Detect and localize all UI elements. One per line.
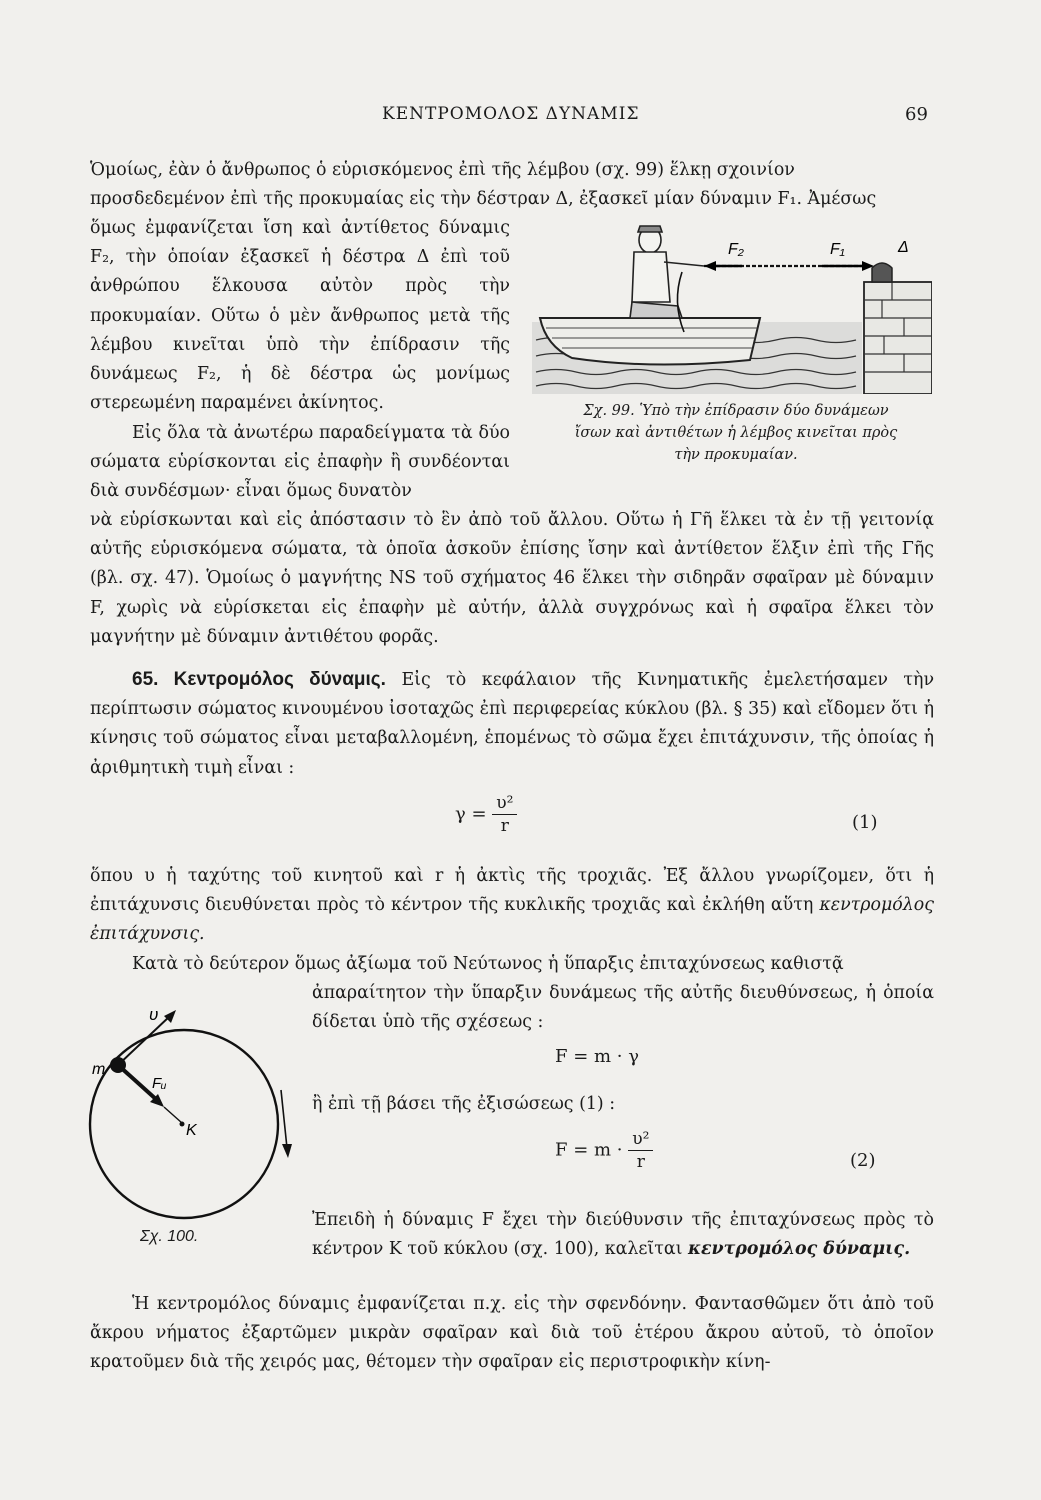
eq1-lhs: γ =	[455, 803, 487, 825]
para3-term: κεντρομόλος ἐπιτάχυνσις.	[90, 895, 934, 945]
equation-1	[455, 792, 517, 837]
eq2-fraction	[628, 1128, 653, 1173]
section-65-heading: 65. Κεντρομόλος δύναμις.	[132, 669, 386, 690]
radius-line	[164, 1107, 182, 1123]
fig99-caption-line1: Σχ. 99. Ὑπὸ τὴν ἐπίδρασιν δύο δυνάμεων	[583, 403, 889, 419]
label-fu: Fᵤ	[152, 1075, 167, 1092]
para4-line1: Κατὰ τὸ δεύτερον ὅμως ἀξίωμα τοῦ Νεύτωνος ἡ ὕπαρξις ἐπιταχύνσεως καθιστᾷ	[132, 954, 844, 974]
para4-narrow: ἀπαραίτητον τὴν ὕπαρξιν δυνάμεως τῆς αὐτῆς διευθύνσεως, ἡ ὁποία δίδεται ὑπὸ τῆς σχέσεως :	[312, 983, 934, 1033]
page-number: 69	[905, 104, 928, 125]
bollard-delta	[872, 263, 892, 282]
para7: Ἡ κεντρομόλος δύναμις ἐμφανίζεται π.χ. εἰς τὴν σφενδόνην. Φαντασθῶμεν ὅτι ἀπὸ τοῦ ἄκρου νήματος ἐξαρτῶμεν μικρὰν σφαῖραν καὶ διὰ τοῦ ἑτέρου ἄκρου αὐτοῦ, τὸ ὁποῖον κρατοῦμεν διὰ τῆς χειρός μας, θέτομεν τὴν σφαῖραν εἰς περιστροφικὴν κίνη-	[90, 1294, 934, 1373]
label-f2: F₂	[728, 241, 744, 258]
figure-100-circle	[80, 998, 310, 1228]
para2-narrow: Εἰς ὅλα τὰ ἀνωτέρω παραδείγματα τὰ δύο σώματα εὑρίσκονται εἰς ἐπαφὴν ἢ συνδέονται διὰ συνδέσμων· εἶναι ὅμως δυνατὸν	[90, 423, 510, 502]
mass-m	[110, 1057, 126, 1073]
boat-hull	[540, 318, 760, 365]
force-f2-arrowhead	[704, 261, 716, 271]
para2-rest: νὰ εὑρίσκωνται καὶ εἰς ἀπόστασιν τὸ ἓν ἀπὸ τοῦ ἄλλου. Οὕτω ἡ Γῆ ἕλκει τὰ ἐν τῇ γειτονίᾳ αὐτῆς εὑρισκόμενα σώματα, τὰ ὁποῖα ἀσκοῦν ἐπίσης ἴσην καὶ ἀντίθετον ἕλξιν ἐπὶ τῆς Γῆς (βλ. σχ. 47). Ὁμοίως ὁ μαγνήτης NS τοῦ σχήματος 46 ἕλκει τὴν σιδηρᾶν σφαῖραν μὲ δύναμιν F, χωρὶς νὰ εὑρίσκεται εἰς ἐπαφὴν μὲ αὐτήν, ἀλλὰ συγχρόνως καὶ ἡ σφαῖρα ἕλκει τὸν μαγνήτην μὲ δύναμιν ἀντιθέτου φορᾶς.	[90, 510, 934, 647]
running-head: ΚΕΝΤΡΟΜΟΛΟΣ ΔΥΝΑΜΙΣ	[382, 104, 640, 124]
para3-text: ὅπου υ ἡ ταχύτης τοῦ κινητοῦ καὶ r ἡ ἀκτὶς τῆς τροχιᾶς. Ἐξ ἄλλου γνωρίζομεν, ὅτι ἡ ἐπιτάχυνσις διευθύνεται πρὸς τὸ κέντρον τῆς κυκλικῆς τροχιᾶς καὶ ἐκλήθη αὕτη	[90, 866, 934, 916]
para6-text: Ἐπειδὴ ἡ δύναμις F ἔχει τὴν διεύθυνσιν τῆς ἐπιταχύνσεως πρὸς τὸ κέντρον K τοῦ κύκλου (σχ. 100), καλεῖται	[312, 1210, 934, 1260]
rotation-arrow	[281, 1090, 287, 1148]
para6	[312, 1206, 934, 1264]
label-delta: Δ	[898, 239, 909, 256]
eq2-numerator: υ²	[628, 1128, 653, 1151]
label-k: K	[186, 1122, 197, 1139]
eq1-denominator: r	[500, 816, 509, 836]
eq1-numerator: υ²	[492, 792, 517, 815]
label-v: υ	[149, 1005, 159, 1024]
pier	[864, 282, 932, 394]
equation-f-mg: F = m · γ	[555, 1046, 640, 1067]
rotation-arrowhead	[282, 1144, 292, 1158]
para1-line2: προσδεδεμένον ἐπὶ τῆς προκυμαίας εἰς τὴν δέστραν Δ, ἐξασκεῖ μίαν δύναμιν F₁. Ἀμέσως	[90, 189, 877, 209]
center-k-point	[180, 1122, 185, 1127]
label-f1: F₁	[830, 241, 845, 258]
section-65-text: Εἰς τὸ κεφάλαιον τῆς Κινηματικῆς ἐμελετήσαμεν τὴν περίπτωσιν σώματος κινουμένου ἰσοταχῶς ἐπὶ περιφερείας κύκλου (βλ. § 35) καὶ εἴδομεν ὅτι ἡ κίνησις τοῦ σώματος εἶναι μεταβαλλομένη, ἑπομένως τὸ σῶμα ἔχει ἐπιτάχυνσιν, τῆς ὁποίας ἡ ἀριθμητικὴ τιμὴ εἶναι :	[90, 670, 935, 778]
man-pulling-rope	[630, 226, 704, 318]
velocity-arrow	[118, 1016, 170, 1065]
fig100-caption: Σχ. 100.	[140, 1228, 199, 1245]
para1-line1: Ὁμοίως, ἐὰν ὁ ἄνθρωπος ὁ εὑρισκόμενος ἐπὶ τῆς λέμβου (σχ. 99) ἕλκῃ σχοινίον	[90, 160, 795, 180]
para1-narrow: ὅμως ἐμφανίζεται ἴση καὶ ἀντίθετος δύναμις F₂, τὴν ὁποίαν ἐξασκεῖ ἡ δέστρα Δ ἐπὶ τοῦ ἀνθρώπου ἕλκουσα αὐτὸν πρὸς τὴν προκυμαίαν. Οὕτω ὁ μὲν ἄνθρωπος μετὰ τῆς λέμβου κινεῖται ὑπὸ τὴν ἐπίδρασιν τῆς δυνάμεως F₂, ἡ δὲ δέστρα ὡς μονίμως στερεωμένη παραμένει ἀκίνητος.	[90, 218, 510, 414]
section-65	[90, 665, 934, 783]
label-m: m	[92, 1061, 106, 1078]
para5: ἢ ἐπὶ τῇ βάσει τῆς ἐξισώσεως (1) :	[312, 1094, 616, 1114]
eq2-denominator: r	[636, 1152, 645, 1172]
eq2-lhs: F = m ·	[555, 1139, 623, 1161]
para6-term: κεντρομόλος δύναμις.	[687, 1239, 911, 1260]
equation-2	[555, 1128, 653, 1173]
eq1-fraction	[492, 792, 517, 837]
fig99-caption-line3: τὴν προκυμαίαν.	[674, 447, 798, 463]
fig99-caption-line2: ἴσων καὶ ἀντιθέτων ἡ λέμβος κινεῖται πρὸς	[574, 425, 898, 441]
fig99-caption	[536, 400, 936, 466]
figure-99-boat	[532, 222, 932, 394]
para3	[90, 862, 934, 950]
eq2-label: (2)	[850, 1150, 876, 1171]
eq1-label: (1)	[852, 812, 878, 833]
